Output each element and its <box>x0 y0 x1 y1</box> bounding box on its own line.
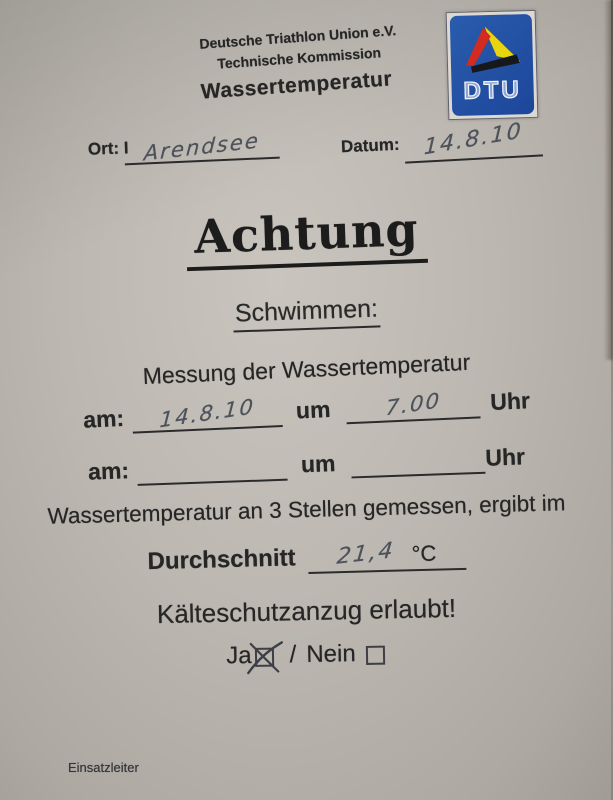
datum-handwritten-value: 14.8.10 <box>423 118 524 161</box>
nein-checkbox[interactable] <box>366 645 385 664</box>
am-handwritten-value-1: 14.8.10 <box>158 394 256 433</box>
wetsuit-statement: Kälteschutzanzug erlaubt! <box>156 592 457 630</box>
page-title: Wassertemperatur <box>200 67 393 104</box>
average-row <box>0 530 613 582</box>
nein-label: Nein <box>306 640 356 669</box>
durchschnitt-field[interactable] <box>307 534 466 574</box>
ja-label: Ja <box>226 641 252 670</box>
um-field-1[interactable] <box>346 384 481 424</box>
org-line2: Technische Kommission <box>216 44 382 72</box>
am-label: am: <box>87 457 130 485</box>
am-label: am: <box>82 404 125 433</box>
am-field-1[interactable] <box>131 393 282 434</box>
yes-no-row <box>0 636 613 675</box>
ort-handwritten-value: Arendsee <box>142 128 261 166</box>
durchschnitt-handwritten-value: 21,4 <box>335 538 396 570</box>
section-heading-row <box>0 286 613 340</box>
temperature-unit: °C <box>411 540 437 567</box>
attention-heading: Achtung <box>185 202 427 271</box>
um-handwritten-value-1: 7.00 <box>384 388 442 421</box>
dtu-logo <box>446 10 539 120</box>
separator-slash: / <box>289 641 297 669</box>
average-intro-text: Wassertemperatur an 3 Stellen gemessen, ergibt im <box>47 490 566 529</box>
um-label: um <box>300 449 336 478</box>
ja-checkbox[interactable] <box>255 647 274 666</box>
dtu-logo-text: DTU <box>463 76 523 105</box>
uhr-label: Uhr <box>489 387 531 415</box>
org-line1: Deutsche Triathlon Union e.V. <box>198 22 397 52</box>
attention-heading-row <box>0 195 613 277</box>
um-label: um <box>295 395 331 424</box>
dtu-triangle-icon <box>460 21 523 79</box>
uhr-label: Uhr <box>484 443 526 471</box>
am-field-2[interactable] <box>136 447 287 486</box>
um-field-2[interactable] <box>351 440 486 479</box>
ort-field[interactable] <box>123 121 280 166</box>
dtu-logo-inner <box>450 14 535 116</box>
measurement-heading: Messung der Wassertemperatur <box>142 348 471 390</box>
durchschnitt-label: Durchschnitt <box>147 544 296 576</box>
datum-label: Datum: <box>340 134 400 157</box>
datum-field[interactable] <box>403 112 543 163</box>
measurement-row-2 <box>0 435 613 490</box>
section-heading: Schwimmen: <box>232 294 380 332</box>
einsatzleiter-label: Einsatzleiter <box>68 760 139 775</box>
ort-label: Ort: I <box>87 138 129 159</box>
